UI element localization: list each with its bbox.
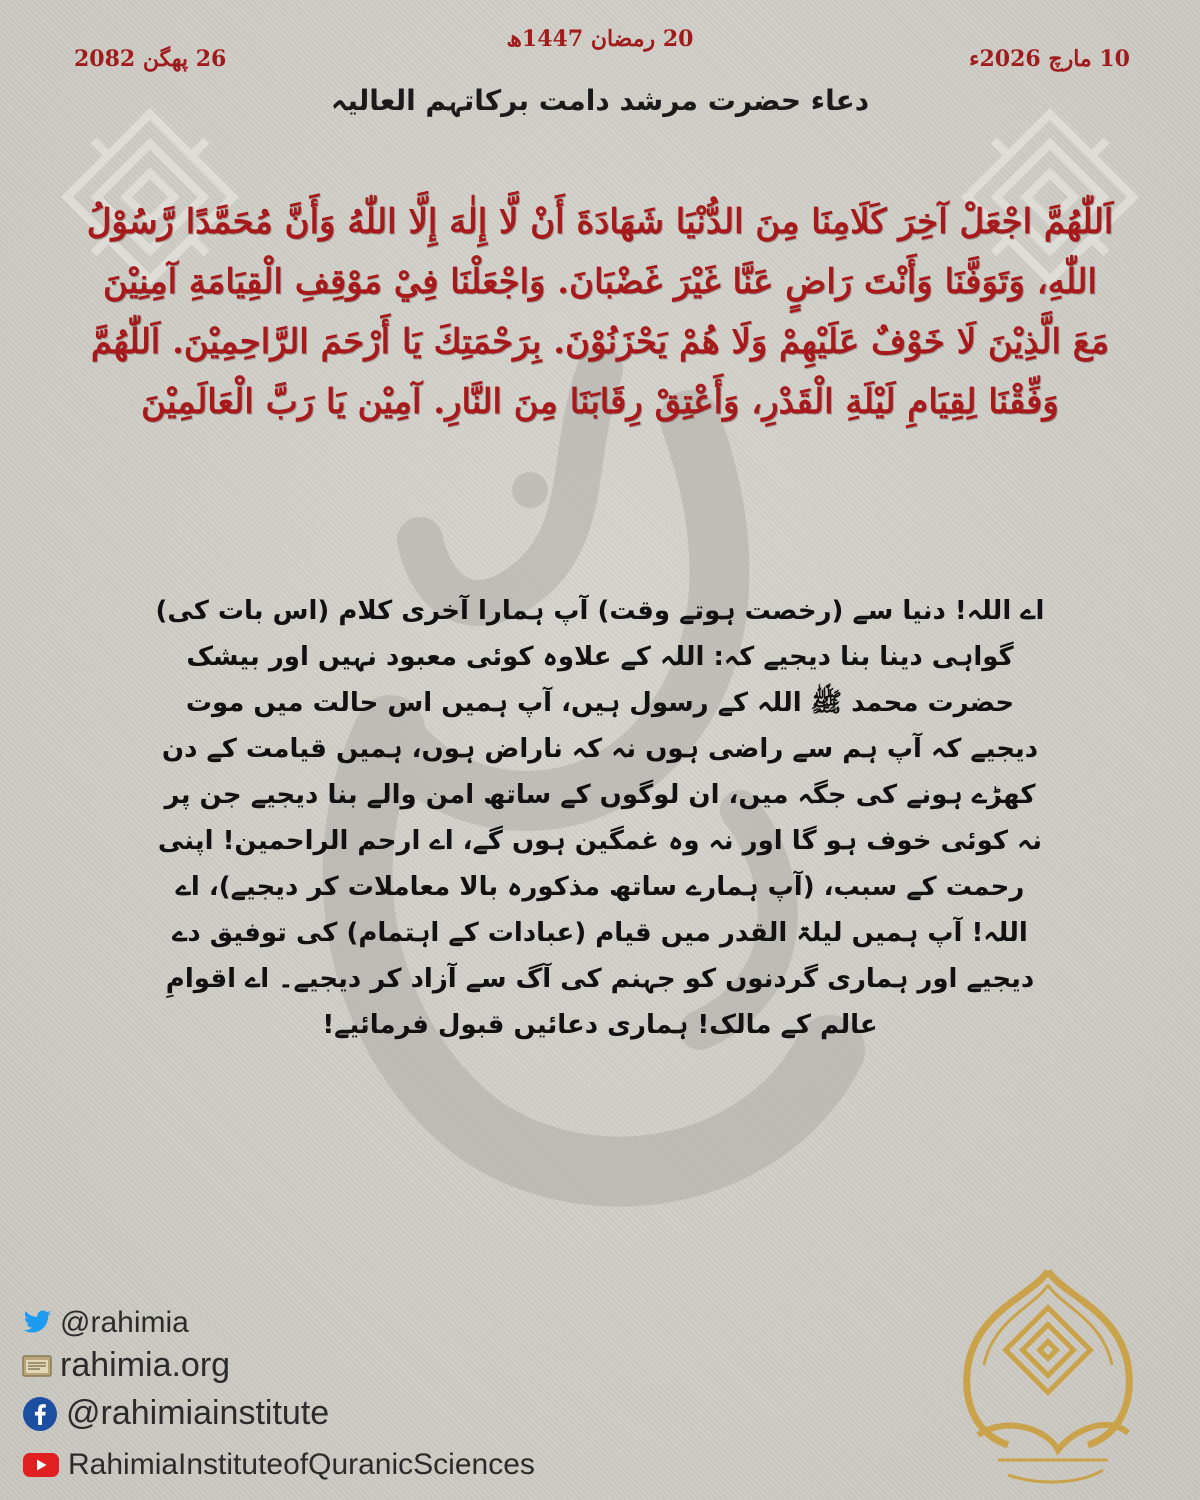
social-youtube-link[interactable] xyxy=(22,1448,535,1482)
date-bikrami: 26 پھگن 2082 xyxy=(74,46,227,72)
social-website-link[interactable] xyxy=(22,1346,230,1385)
web-icon xyxy=(22,1354,52,1378)
twitter-bird-icon xyxy=(22,1310,52,1336)
youtube-channel: RahimiaInstituteofQuranicSciences xyxy=(68,1448,535,1481)
facebook-icon xyxy=(22,1396,58,1432)
urdu-translation-text: اے اللہ! دنیا سے (رخصت ہوتے وقت) آپ ہمارا آخری کلام (اس بات کی) گواہی دینا بنا دیجیے کہ: اللہ کے علاوہ کوئی معبود نہیں اور بیشک حضرت محمد ﷺ اللہ کے رسول ہیں، آپ ہمیں اس حالت میں موت دیجیے کہ آپ ہم سے راضی ہوں نہ کہ ناراض ہوں، ہمیں قیامت کے دن کھڑے ہونے کی جگہ میں، ان لوگوں کے ساتھ امن والے بنا دیجیے جن پر نہ کوئی خوف ہو گا اور نہ وہ غمگین ہوں گے، اے ارحم الراحمین! اپنی رحمت کے سبب، (آپ ہمارے ساتھ مذکورہ بالا معاملات کر دیجیے)، اے اللہ! آپ ہمیں لیلۃ القدر میں قیام (عبادات کے اہتمام) کی توفیق دے دیجیے اور ہماری گردنوں کو جہنم کی آگ سے آزاد کر دیجیے۔ اے اقوامِ عالم کے مالک! ہماری دعائیں قبول فرمائیے! xyxy=(155,596,1045,1040)
rahimia-logo-emblem xyxy=(938,1265,1158,1490)
facebook-handle: @rahimiainstitute xyxy=(66,1394,330,1432)
arabic-dua-text: اَللّٰهُمَّ اجْعَلْ آخِرَ كَلَامِنَا مِنَ الدُّنْيَا شَهَادَةَ أَنْ لَّا إِلٰهَ إِلَّا اللّٰهُ وَأَنَّ مُحَمَّدًا رَّسُوْلُ اللّٰهِ، وَتَوَفَّنَا وَأَنْتَ رَاضٍ عَنَّا غَيْرَ غَضْبَانَ. وَاجْعَلْنَا فِيْ مَوْقِفِ الْقِيَامَةِ آمِنِيْنَ مَعَ الَّذِيْنَ لَا خَوْفٌ عَلَيْهِمْ وَلَا هُمْ يَحْزَنُوْنَ. بِرَحْمَتِكَ يَا أَرْحَمَ الرَّاحِمِيْنَ. اَللّٰهُمَّ وَفِّقْنَا لِقِيَامِ لَيْلَةِ الْقَدْرِ، وَأَعْتِقْ رِقَابَنَا مِنَ النَّارِ. آمِيْن يَا رَبَّ الْعَالَمِيْنَ xyxy=(86,202,1114,422)
website-url: rahimia.org xyxy=(60,1346,231,1384)
date-gregorian: 10 مارچ 2026ء xyxy=(969,46,1130,72)
page-title: دعاء حضرت مرشد دامت برکاتہم العالیہ xyxy=(330,84,870,117)
youtube-icon xyxy=(22,1451,60,1479)
social-facebook-link[interactable] xyxy=(22,1394,329,1433)
date-hijri: 20 رمضان 1447ھ xyxy=(506,26,694,52)
social-twitter-link[interactable] xyxy=(22,1306,189,1340)
twitter-handle: @rahimia xyxy=(60,1306,189,1339)
